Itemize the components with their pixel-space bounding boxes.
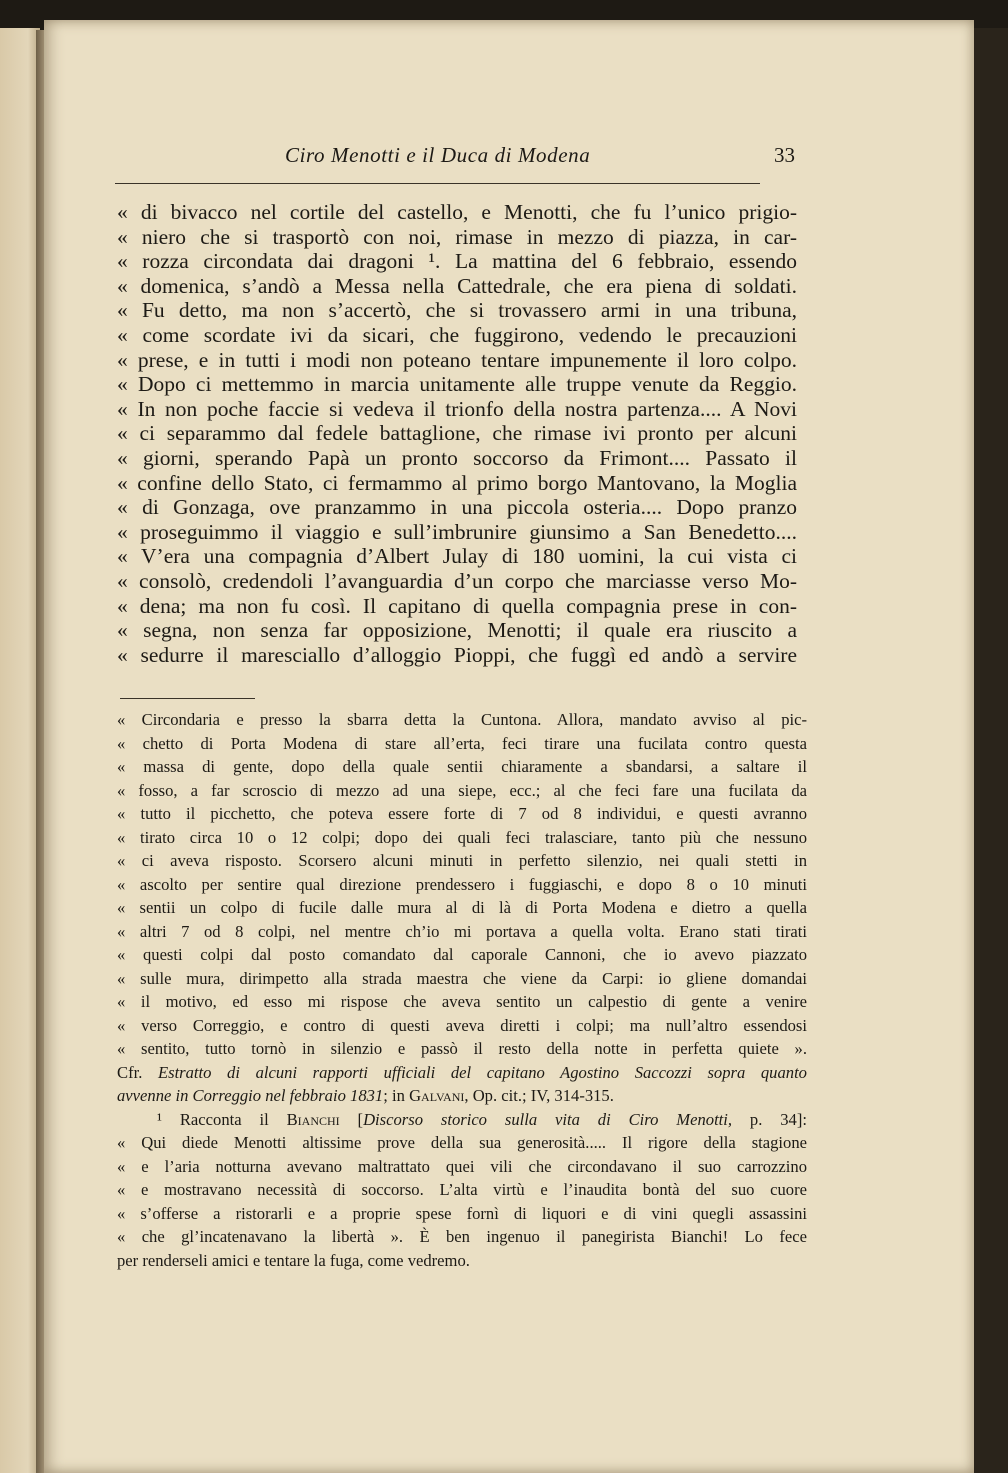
previous-page-edge [0,28,40,1473]
footnote-citation-line [117,1084,807,1108]
footnote-line: « ci aveva risposto. Scorsero alcuni minuti in perfetto silenzio, nei quali stetti in [117,851,807,870]
text-line: « ci separammo dal fedele battaglione, che rimase ivi pronto per alcuni [117,421,797,446]
text-line: « dena; ma non fu così. Il capitano di quella compagnia prese in con- [117,593,797,618]
footnote-close: p. 34]: [732,1109,807,1129]
header-rule [115,183,760,184]
footnote-line: « Circondaria e presso la sbarra detta la Cuntona. Allora, mandato avviso al pic- [117,710,807,729]
footnote-line: « verso Correggio, e contro di questi aveva diretti i colpi; ma null’altro essendosi [117,1015,807,1035]
footnote-line: « massa di gente, dopo della quale sentii chiaramente a sbandarsi, a saltare il [117,757,807,776]
citation-prefix: Cfr. [117,1062,158,1082]
footnote-work: Discorso storico sulla vita di Ciro Menotti, [363,1109,733,1129]
running-title: Ciro Menotti e il Duca di Modena [285,143,591,167]
footnote-line: « altri 7 od 8 colpi, nel mentre ch’io mi portava a quella volta. Erano stati tirati [117,921,807,941]
footnote-line: « Qui diede Menotti altissime prove della sua generosità..... Il rigore della stagione [117,1133,807,1152]
text-line: « Fu detto, ma non s’accertò, che si trovassero armi in una tribuna, [117,298,797,323]
page-number: 33 [774,143,795,167]
running-header [285,143,795,177]
text-line: « In non poche faccie si vedeva il trionfo della nostra partenza.... A Novi [117,396,797,421]
text-line: « di bivacco nel cortile del castello, e Menotti, che fu l’unico prigio- [117,200,797,224]
text-line: « come scordate ivi da sicari, che fuggirono, vedendo le precauzioni [117,322,797,347]
citation-sep: ; in [383,1086,410,1105]
footnote-marker: ¹ Racconta il [157,1109,287,1129]
text-line: « prese, e in tutti i modi non poteano tentare impunemente il loro colpo. [117,347,797,372]
footnote-open: [ [339,1109,364,1129]
footnote-line: « sentito, tutto tornò in silenzio e passò il resto della notte in perfetta quiete ». [117,1039,807,1058]
text-line: « proseguimmo il viaggio e sull’imbrunire giunsimo a San Benedetto.... [117,519,797,544]
text-line: « confine dello Stato, ci fermammo al primo borgo Mantovano, la Moglia [117,470,797,495]
footnote-line: « sulle mura, dirimpetto alla strada maestra che viene da Carpi: io gliene domandai [117,968,807,988]
footnote-rule [120,698,255,699]
text-line: « di Gonzaga, ove pranzammo in una piccola osteria.... Dopo pranzo [117,495,797,520]
text-line: « consolò, credendoli l’avanguardia d’un corpo che marciasse verso Mo- [117,568,797,593]
citation-author: Galvani [409,1086,465,1105]
text-line: « domenica, s’andò a Messa nella Cattedrale, che era piena di soldati. [117,273,797,298]
text-line: « V’era una compagnia d’Albert Julay di 180 uomini, la cui vista ci [117,544,797,569]
footnote-line: « ascolto per sentire qual direzione prendessero i fuggiaschi, e dopo 8 o 10 minuti [117,874,807,894]
footnote-line: « e mostravano necessità di soccorso. L’alta virtù e l’inaudita bontà del suo cuore [117,1180,807,1199]
citation-title: Estratto di alcuni rapporti ufficiali del capitano Agostino Saccozzi sopra quanto [157,1062,807,1082]
footnote-line: per renderseli amici e tentare la fuga, come vedremo. [117,1250,470,1270]
text-line: « sedurre il maresciallo d’alloggio Pioppi, che fuggì ed andò a servire [117,642,797,667]
footnote-continued [117,708,807,1108]
citation-title-cont: avvenne in Correggio nel febbraio 1831 [117,1086,384,1105]
footnote-line: « tutto il picchetto, che poteva essere forte di 7 od 8 individui, e questi avranno [117,804,807,823]
footnote-line: « fosso, a far scroscio di mezzo ad una siepe, ecc.; al che feci fare una fucilata da [117,780,807,800]
main-text [117,200,797,667]
footnote-line: « e l’aria notturna avevano maltrattato quei vili che circondavano il suo carrozzino [117,1156,807,1176]
citation-rest: , Op. cit.; IV, 314-315. [464,1086,614,1105]
text-line: « segna, non senza far opposizione, Menotti; il quale era riuscito a [117,618,797,643]
footnote-line: « tirato circa 10 o 12 colpi; dopo dei quali feci tralasciare, tanto più che nessuno [117,827,807,847]
footnote-line: « s’offerse a ristorarli e a proprie spese fornì di liquori e di vini quegli assassini [117,1203,807,1223]
footnote-1 [117,1108,807,1273]
text-line: « niero che si trasportò con noi, rimase in mezzo di piazza, in car- [117,224,797,249]
footnote-line: « sentii un colpo di fucile dalle mura al di là di Porta Modena e dietro a quella [117,898,807,917]
footnotes [117,708,807,1272]
text-line: « rozza circondata dai dragoni ¹. La mattina del 6 febbraio, essendo [117,249,797,274]
footnote-1-intro [117,1108,807,1132]
footnote-author: Bianchi [286,1109,340,1129]
footnote-line: « chetto di Porta Modena di stare all’erta, feci tirare una fucilata contro questa [117,733,807,753]
scan-background-edge [974,28,1008,1473]
text-line: « giorni, sperando Papà un pronto soccorso da Frimont.... Passato il [117,445,797,470]
footnote-line: « che gl’incatenavano la libertà ». È ben ingenuo il panegirista Bianchi! Lo fece [117,1227,807,1246]
footnote-line: « il motivo, ed esso mi rispose che aveva sentito un calpestio di gente a venire [117,992,807,1011]
text-line: « Dopo ci mettemmo in marcia unitamente alle truppe venute da Reggio. [117,372,797,397]
footnote-citation-line [117,1061,807,1085]
footnote-line: « questi colpi dal posto comandato dal caporale Cannoni, che io avevo piazzato [117,945,807,964]
